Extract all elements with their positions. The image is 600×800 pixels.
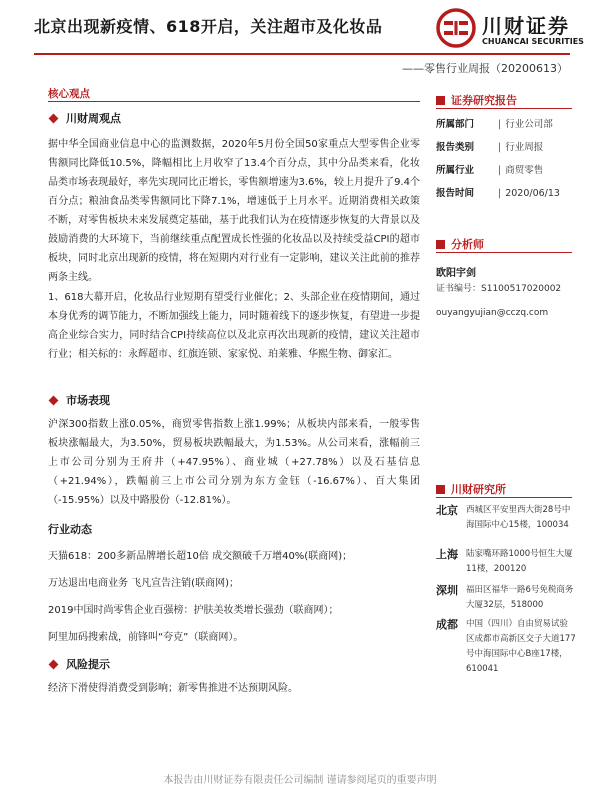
analyst-cert: 证书编号：S1100517020002 bbox=[436, 284, 562, 294]
section-heading-industry: 行业动态 bbox=[48, 523, 92, 536]
office-address: 福田区福华一路6号免税商务大厦32层，518000 bbox=[466, 585, 574, 610]
sidebar-heading-text: 分析师 bbox=[451, 238, 484, 251]
industry-news-item: 阿里加码搜索战，前锋叫“夸克”（联商网）。 bbox=[48, 632, 244, 643]
section-heading-risk bbox=[48, 656, 110, 672]
section-heading-text: 风险提示 bbox=[66, 658, 110, 671]
office-address: 西城区平安里西大街28号中海国际中心15楼，100034 bbox=[466, 505, 571, 530]
sidebar-heading-analyst bbox=[436, 236, 484, 252]
viewpoint-paragraph-2: 1、618大幕开启，化妆品行业短期有望受行业催化；2、头部企业在疫情期间，通过本身优秀的调节能力，不断加强线上能力，同时随着线下的逐步恢复，有望进一步提高企业综合实力，同时结合CPI持续高位以及北京再次出现新的疫情，建议关注超市行业；相关标的：永辉超市、红旗连锁、家家悦、珀莱雅、华熙生物、御家汇。 bbox=[48, 292, 420, 360]
diamond-bullet-icon bbox=[49, 113, 59, 123]
info-key: 报告时间 bbox=[436, 188, 475, 199]
sidebar-divider bbox=[436, 252, 572, 253]
sidebar-heading-institute bbox=[436, 481, 506, 497]
header-divider bbox=[34, 53, 570, 55]
office-address: 中国（四川）自由贸易试验区成都市高新区交子大道177号中海国际中心B座17楼，610041 bbox=[466, 619, 576, 674]
company-logo-icon bbox=[436, 8, 476, 48]
analyst-name: 欧阳宇剑 bbox=[436, 268, 476, 279]
info-key: 所属部门 bbox=[436, 119, 475, 130]
section-heading-market bbox=[48, 392, 110, 408]
square-bullet-icon bbox=[436, 96, 445, 105]
viewpoint-paragraph-1: 据中华全国商业信息中心的监测数据，2020年5月份全国50家重点大型零售企业零售额同比降低10.5%，降幅相比上月收窄了13.4个百分点，其中分品类来看，化妆品类市场表现最好，率先实现同比正增长，零售额增速为3.6%，较上月提升了9.4个百分点；粮油食品类零售额同比下降7.1%，增速低于上月水平。近期消费相关政策不断，对零售板块未来发展奠定基础，基于此我们认为在疫情逐步恢复的大背景以及鼓励消费的大环境下，当前继续重点配置成长性强的化妆品以及持续受益CPI的超市板块，同时北京出现新的疫情，将在短期内对行业有一定影响，建议关注此前的推荐两条主线。 bbox=[48, 139, 420, 283]
info-key: 报告类别 bbox=[436, 142, 475, 153]
section-heading-viewpoint bbox=[48, 110, 121, 126]
market-paragraph: 沪深300指数上涨0.05%，商贸零售指数上涨1.99%；从板块内部来看，一般零售板块涨幅最大，为3.50%，贸易板块跌幅最大，为1.53%。从公司来看，涨幅前三上市公司分别为王府井（+47.95%）、商业城（+27.78%）以及石基信息（+21.94%），跌幅前三上市公司分别为东方金钰（-16.67%）、百大集团（-15.95%）以及中路股份（-12.81%）。 bbox=[48, 419, 420, 506]
office-address: 陆家嘴环路1000号恒生大厦11楼，200120 bbox=[466, 549, 573, 574]
industry-news-item: 天猫618：200多新品牌增长超10倍 成交额破千万增40%(联商网)； bbox=[48, 551, 353, 562]
info-value: 行业周报 bbox=[505, 142, 544, 153]
diamond-bullet-icon bbox=[49, 659, 59, 669]
info-value: 行业公司部 bbox=[505, 119, 553, 130]
page-footer: 本报告由川财证券有限责任公司编制 谨请参阅尾页的重要声明 bbox=[163, 775, 437, 786]
office-city: 深圳 bbox=[436, 584, 458, 597]
sidebar-heading-report bbox=[436, 92, 517, 108]
analyst-email: ouyangyujian@cczq.com bbox=[436, 308, 549, 318]
office-city: 北京 bbox=[436, 504, 458, 517]
company-name-cn: 川财证券 bbox=[482, 14, 570, 38]
industry-news-item: 万达退出电商业务 飞凡宣告注销(联商网)； bbox=[48, 578, 239, 589]
sidebar-divider bbox=[436, 497, 572, 498]
info-row-industry: 所属行业 | 商贸零售 bbox=[436, 162, 543, 176]
sidebar-heading-text: 证券研究报告 bbox=[451, 94, 517, 107]
industry-news-item: 2019中国时尚零售企业百强榜：护肤美妆类增长强劲（联商网）； bbox=[48, 605, 339, 616]
info-value: 商贸零售 bbox=[505, 165, 544, 176]
square-bullet-icon bbox=[436, 485, 445, 494]
info-row-department: 所属部门 | 行业公司部 bbox=[436, 116, 553, 130]
square-bullet-icon bbox=[436, 240, 445, 249]
info-value: 2020/06/13 bbox=[505, 188, 560, 199]
sidebar-heading-text: 川财研究所 bbox=[451, 483, 506, 496]
section-heading-text: 川财周观点 bbox=[66, 112, 121, 125]
risk-paragraph: 经济下滑使得消费受到影响；新零售推进不达预期风险。 bbox=[48, 683, 298, 694]
section-heading-text: 市场表现 bbox=[66, 394, 110, 407]
core-divider bbox=[48, 101, 420, 102]
info-row-date: 报告时间 | 2020/06/13 bbox=[436, 185, 560, 199]
info-row-category: 报告类别 | 行业周报 bbox=[436, 139, 543, 153]
office-city: 成都 bbox=[436, 618, 458, 631]
sidebar-divider bbox=[436, 108, 572, 109]
company-name-en: CHUANCAI SECURITIES bbox=[482, 37, 584, 46]
report-subtitle: ——零售行业周报（20200613） bbox=[402, 62, 568, 75]
office-city: 上海 bbox=[436, 548, 458, 561]
diamond-bullet-icon bbox=[49, 395, 59, 405]
core-viewpoint-label: 核心观点 bbox=[48, 88, 90, 100]
info-key: 所属行业 bbox=[436, 165, 475, 176]
report-title: 北京出现新疫情、618开启，关注超市及化妆品 bbox=[34, 17, 383, 36]
